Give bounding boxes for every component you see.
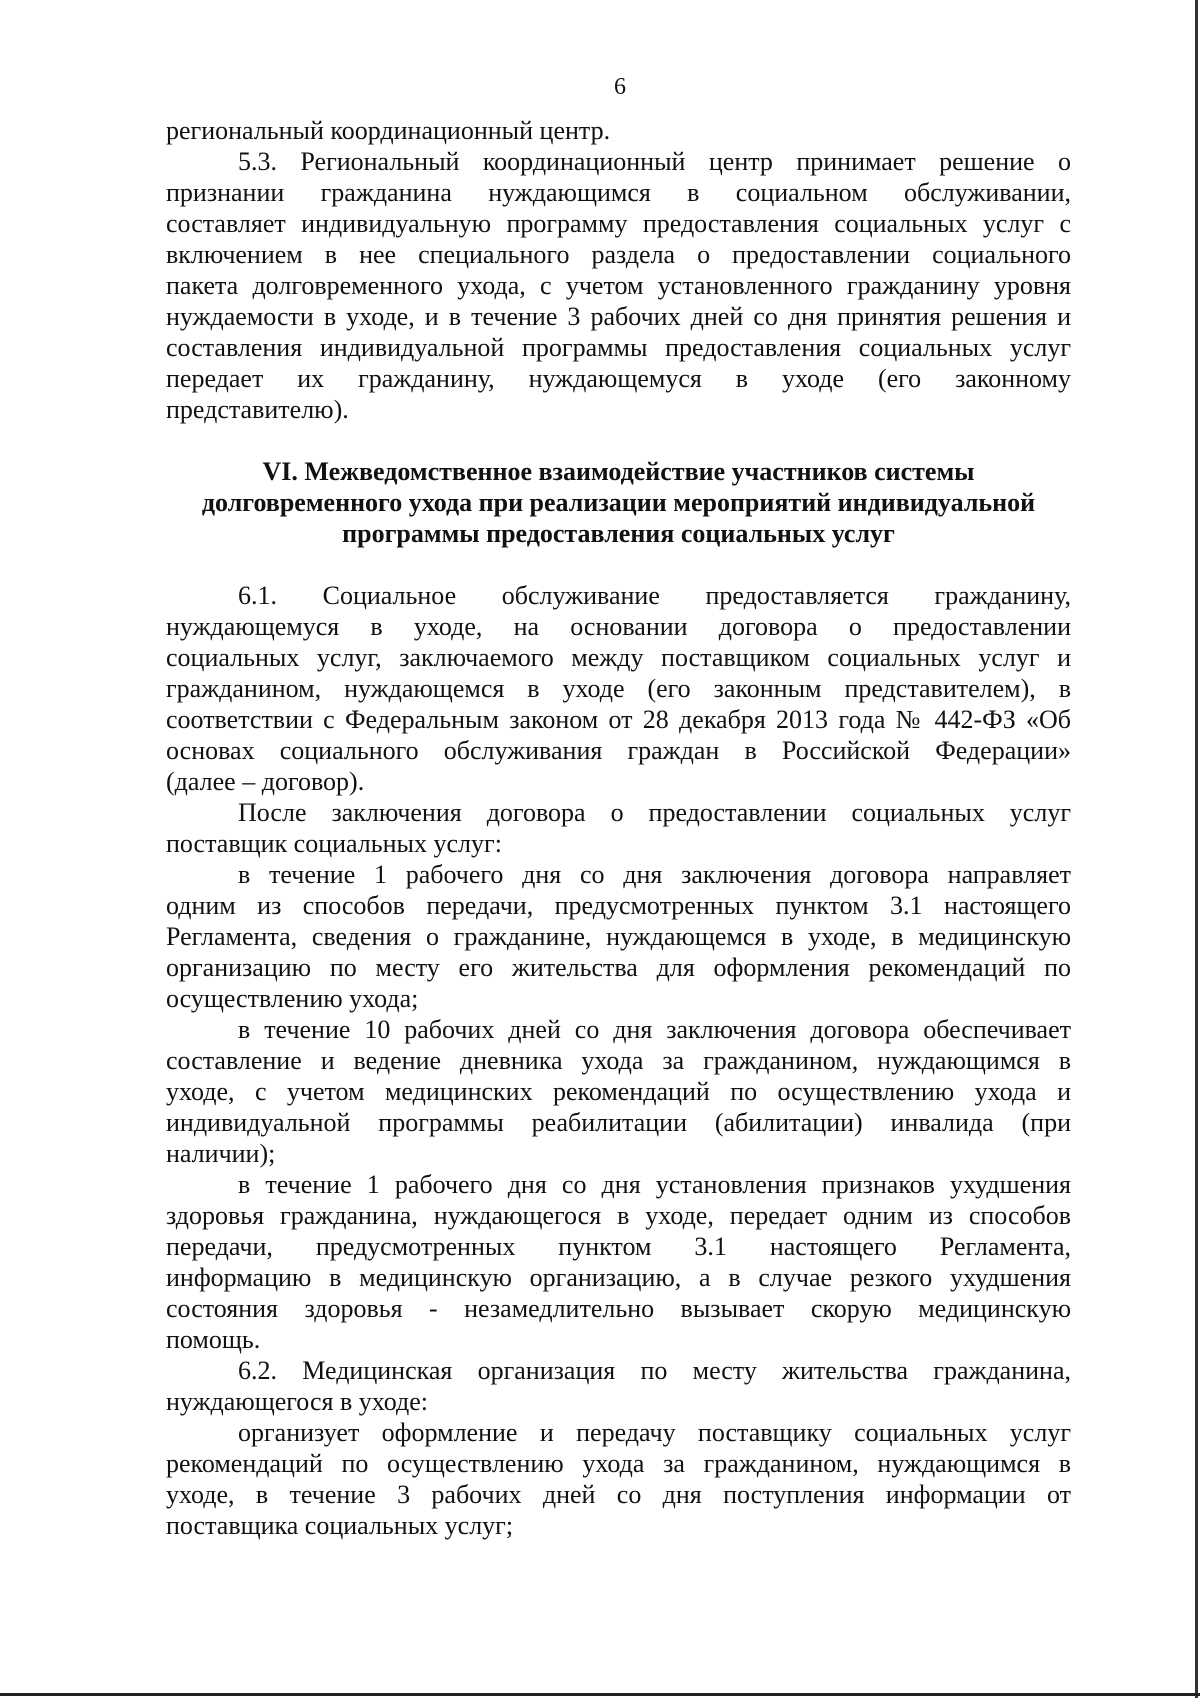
heading-line: VI. Межведомственное взаимодействие участников системы [262, 457, 975, 486]
heading-line: долговременного ухода при реализации мероприятий индивидуальной [201, 488, 1036, 517]
text-line: состояния здоровья - незамедлительно вызывает скорую медицинскую [166, 1294, 1071, 1323]
paragraph-6-2 [166, 1355, 1071, 1417]
text-line: пакета долговременного ухода, с учетом установленного гражданину уровня [166, 271, 1071, 300]
text-line: уходе, в течение 3 рабочих дней со дня поступления информации от [166, 1480, 1071, 1509]
text-line: 6.1. Социальное обслуживание предоставляется гражданину, [238, 581, 1071, 610]
text-line: Регламента, сведения о гражданине, нуждающемся в уходе, в медицинскую [166, 922, 1071, 951]
text-line: представителю). [166, 395, 349, 424]
text-line: включением в нее специального раздела о предоставлении социального [166, 240, 1071, 269]
text-line: наличии); [166, 1139, 276, 1168]
paragraph-intro [166, 115, 1071, 146]
text-line: 5.3. Региональный координационный центр принимает решение о [238, 147, 1071, 176]
text-line: рекомендаций по осуществлению ухода за гражданином, нуждающимся в [166, 1449, 1071, 1478]
text-line: социальных услуг, заключаемого между поставщиком социальных услуг и [166, 643, 1071, 672]
document-body [166, 115, 1071, 1541]
page-number: 6 [614, 74, 626, 100]
text-line: После заключения договора о предоставлении социальных услуг [238, 798, 1071, 827]
text-line: составляет индивидуальную программу предоставления социальных услуг с [166, 209, 1071, 238]
paragraph-item-4 [166, 1417, 1071, 1541]
text-line: индивидуальной программы реабилитации (абилитации) инвалида (при [166, 1108, 1071, 1137]
text-line: организует оформление и передачу поставщику социальных услуг [238, 1418, 1071, 1447]
text-line: 6.2. Медицинская организация по месту жительства гражданина, [238, 1356, 1071, 1385]
text-line: нуждаемости в уходе, и в течение 3 рабочих дней со дня принятия решения и [166, 302, 1071, 331]
scan-edge-right [1195, 0, 1198, 1698]
heading-line: программы предоставления социальных услуг [342, 519, 895, 548]
paragraph-6-1 [166, 580, 1071, 797]
text-line: здоровья гражданина, нуждающегося в уходе, передает одним из способов [166, 1201, 1071, 1230]
scan-edge-bottom [0, 1693, 1200, 1696]
section-heading-vi [166, 456, 1071, 549]
text-line: составления индивидуальной программы предоставления социальных услуг [166, 333, 1071, 362]
text-line: организацию по месту его жительства для оформления рекомендаций по [166, 953, 1071, 982]
text-line: одним из способов передачи, предусмотренных пунктом 3.1 настоящего [166, 891, 1071, 920]
text-line: передачи, предусмотренных пунктом 3.1 настоящего Регламента, [166, 1232, 1071, 1261]
text-line: признании гражданина нуждающимся в социальном обслуживании, [166, 178, 1071, 207]
text-line: региональный координационный центр. [166, 116, 611, 145]
text-line: в течение 10 рабочих дней со дня заключения договора обеспечивает [238, 1015, 1071, 1044]
text-line: составление и ведение дневника ухода за гражданином, нуждающимся в [166, 1046, 1071, 1075]
text-line: уходе, с учетом медицинских рекомендаций по осуществлению ухода и [166, 1077, 1071, 1106]
text-line: нуждающемуся в уходе, на основании договора о предоставлении [166, 612, 1071, 641]
text-line: нуждающегося в уходе: [166, 1387, 428, 1416]
text-line: поставщика социальных услуг; [166, 1511, 514, 1540]
text-line: основах социального обслуживания граждан в Российской Федерации» [166, 736, 1071, 765]
text-line: соответствии с Федеральным законом от 28 декабря 2013 года № 442-ФЗ «Об [166, 705, 1071, 734]
text-line: гражданином, нуждающемся в уходе (его законным представителем), в [166, 674, 1071, 703]
paragraph-after-contract [166, 797, 1071, 859]
paragraph-5-3 [166, 146, 1071, 425]
text-line: (далее – договор). [166, 767, 365, 796]
text-line: в течение 1 рабочего дня со дня заключения договора направляет [238, 860, 1071, 889]
text-line: помощь. [166, 1325, 261, 1354]
text-line: осуществлению ухода; [166, 984, 419, 1013]
text-line: в течение 1 рабочего дня со дня установления признаков ухудшения [238, 1170, 1071, 1199]
text-line: информацию в медицинскую организацию, а в случае резкого ухудшения [166, 1263, 1071, 1292]
text-line: поставщик социальных услуг: [166, 829, 502, 858]
paragraph-item-2 [166, 1014, 1071, 1169]
text-line: передает их гражданину, нуждающемуся в уходе (его законному [166, 364, 1071, 393]
paragraph-item-3 [166, 1169, 1071, 1355]
paragraph-item-1 [166, 859, 1071, 1014]
